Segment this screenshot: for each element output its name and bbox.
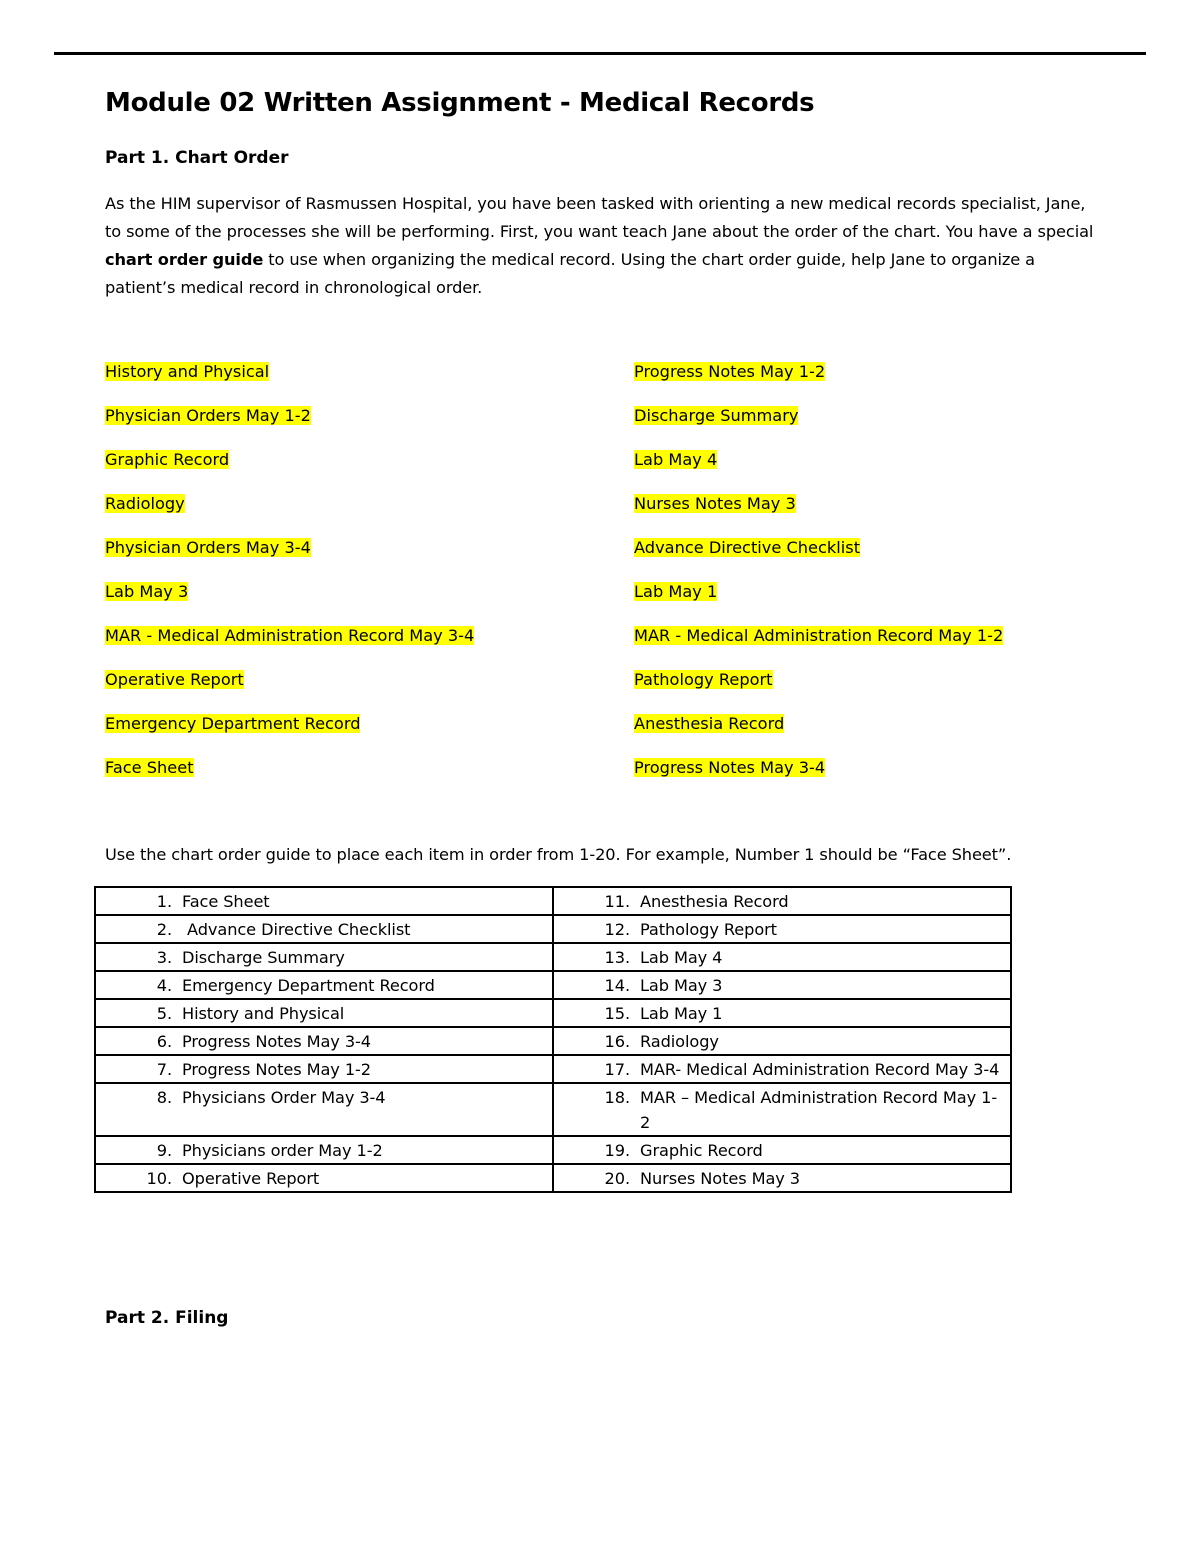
list-item bbox=[634, 448, 1003, 492]
table-cell bbox=[553, 943, 1011, 971]
list-item bbox=[105, 712, 474, 756]
order-number: 19. bbox=[604, 1141, 630, 1160]
order-entry bbox=[96, 889, 546, 914]
table-cell bbox=[95, 1055, 553, 1083]
highlighted-item-label: Pathology Report bbox=[634, 670, 773, 689]
order-item-text: Lab May 1 bbox=[640, 1004, 723, 1023]
order-item-text: Advance Directive Checklist bbox=[182, 920, 411, 939]
table-row bbox=[95, 1083, 1011, 1136]
table-cell bbox=[95, 887, 553, 915]
table-cell bbox=[95, 915, 553, 943]
highlighted-item-label: Physician Orders May 3-4 bbox=[105, 538, 311, 557]
table-cell bbox=[95, 971, 553, 999]
order-item-text: MAR- Medical Administration Record May 3-4 bbox=[640, 1060, 1000, 1079]
highlighted-item-label: Nurses Notes May 3 bbox=[634, 494, 796, 513]
list-item bbox=[105, 536, 474, 580]
order-number: 14. bbox=[604, 976, 630, 995]
order-number: 5. bbox=[156, 1004, 172, 1023]
order-entry bbox=[96, 945, 546, 970]
order-item-text: Nurses Notes May 3 bbox=[640, 1169, 801, 1188]
order-item-text: Graphic Record bbox=[640, 1141, 763, 1160]
list-item bbox=[634, 580, 1003, 624]
instruction-text: Use the chart order guide to place each item in order from 1-20. For example, Number 1 should be “Face Sheet”. bbox=[105, 845, 1012, 864]
order-entry bbox=[96, 973, 546, 998]
order-item-text: Progress Notes May 3-4 bbox=[182, 1032, 371, 1051]
order-entry bbox=[554, 973, 1004, 998]
order-item-text: Lab May 3 bbox=[640, 976, 723, 995]
order-item-text: Radiology bbox=[640, 1032, 719, 1051]
table-cell bbox=[553, 1164, 1011, 1192]
order-number: 8. bbox=[156, 1088, 172, 1107]
list-item bbox=[634, 624, 1003, 668]
list-item bbox=[634, 712, 1003, 756]
list-item bbox=[105, 756, 474, 800]
list-item bbox=[634, 536, 1003, 580]
order-entry bbox=[554, 1166, 1004, 1191]
left-item-list bbox=[105, 360, 474, 800]
order-number: 2. bbox=[156, 920, 172, 939]
order-number: 15. bbox=[604, 1004, 630, 1023]
order-number: 9. bbox=[156, 1141, 172, 1160]
order-item-text: Physicians Order May 3-4 bbox=[182, 1088, 386, 1107]
table-row bbox=[95, 1164, 1011, 1192]
top-rule bbox=[54, 52, 1146, 55]
list-item bbox=[105, 492, 474, 536]
table-row bbox=[95, 1136, 1011, 1164]
highlighted-item-label: Graphic Record bbox=[105, 450, 230, 469]
part2-heading: Part 2. Filing bbox=[105, 1308, 229, 1328]
right-item-list bbox=[634, 360, 1003, 800]
order-entry bbox=[96, 1029, 546, 1054]
order-item-text: Discharge Summary bbox=[182, 948, 345, 967]
table-cell bbox=[95, 1027, 553, 1055]
intro-text-start: As the HIM supervisor of Rasmussen Hospital, you have been tasked with orienting a new medical records specialist, Jane, to some of the processes she will be performing. First, you want teach Jane about the order of the chart. You have a special bbox=[105, 194, 1094, 241]
chart-order-table bbox=[94, 886, 1012, 1193]
highlighted-item-label: MAR - Medical Administration Record May 3-4 bbox=[105, 626, 475, 645]
list-item bbox=[105, 580, 474, 624]
list-item bbox=[634, 756, 1003, 800]
highlighted-item-label: Physician Orders May 1-2 bbox=[105, 406, 311, 425]
table-row bbox=[95, 999, 1011, 1027]
order-entry bbox=[96, 917, 546, 942]
table-cell bbox=[95, 1083, 553, 1136]
order-number: 13. bbox=[604, 948, 630, 967]
intro-text-end: to use when organizing the medical record. Using the chart order guide, help Jane to organize a patient’s medical record in chronological order. bbox=[105, 250, 1035, 297]
order-number: 11. bbox=[604, 892, 630, 911]
order-item-text: Progress Notes May 1-2 bbox=[182, 1060, 371, 1079]
table-cell bbox=[553, 971, 1011, 999]
order-number: 16. bbox=[604, 1032, 630, 1051]
table-cell bbox=[553, 1027, 1011, 1055]
order-entry bbox=[96, 1057, 546, 1082]
list-item bbox=[634, 404, 1003, 448]
highlighted-item-label: Operative Report bbox=[105, 670, 244, 689]
order-entry bbox=[96, 1085, 546, 1110]
highlighted-item-label: Face Sheet bbox=[105, 758, 194, 777]
list-item bbox=[105, 624, 474, 668]
table-cell bbox=[95, 999, 553, 1027]
table-row bbox=[95, 887, 1011, 915]
order-number: 12. bbox=[604, 920, 630, 939]
order-entry bbox=[554, 945, 1004, 970]
highlighted-item-label: Progress Notes May 1-2 bbox=[634, 362, 826, 381]
highlighted-item-label: Emergency Department Record bbox=[105, 714, 361, 733]
order-number: 3. bbox=[156, 948, 172, 967]
order-number: 17. bbox=[604, 1060, 630, 1079]
intro-paragraph bbox=[105, 190, 1105, 302]
table-cell bbox=[553, 999, 1011, 1027]
table-cell bbox=[553, 1136, 1011, 1164]
highlighted-item-label: Discharge Summary bbox=[634, 406, 799, 425]
order-item-text: Anesthesia Record bbox=[640, 892, 789, 911]
order-item-text: Face Sheet bbox=[182, 892, 270, 911]
document-title: Module 02 Written Assignment - Medical Records bbox=[105, 88, 815, 118]
highlighted-item-label: Progress Notes May 3-4 bbox=[634, 758, 826, 777]
highlighted-item-label: Lab May 4 bbox=[634, 450, 718, 469]
table-row bbox=[95, 915, 1011, 943]
highlighted-item-label: Lab May 1 bbox=[634, 582, 718, 601]
intro-bold-term: chart order guide bbox=[105, 250, 264, 269]
table-cell bbox=[553, 1083, 1011, 1136]
order-item-text: Pathology Report bbox=[640, 920, 777, 939]
order-entry bbox=[554, 1001, 1004, 1026]
list-item bbox=[634, 668, 1003, 712]
order-entry bbox=[96, 1138, 546, 1163]
order-number: 1. bbox=[156, 892, 172, 911]
highlighted-item-label: Anesthesia Record bbox=[634, 714, 785, 733]
table-row bbox=[95, 1055, 1011, 1083]
highlighted-item-label: Lab May 3 bbox=[105, 582, 189, 601]
table-cell bbox=[553, 887, 1011, 915]
order-entry bbox=[554, 917, 1004, 942]
list-item bbox=[105, 448, 474, 492]
order-entry bbox=[554, 1138, 1004, 1163]
order-entry bbox=[554, 1029, 1004, 1054]
order-entry bbox=[554, 889, 1004, 914]
order-number: 4. bbox=[156, 976, 172, 995]
highlighted-item-label: MAR - Medical Administration Record May 1-2 bbox=[634, 626, 1004, 645]
order-item-text: Lab May 4 bbox=[640, 948, 723, 967]
order-number: 6. bbox=[156, 1032, 172, 1051]
list-item bbox=[105, 360, 474, 404]
table-row bbox=[95, 1027, 1011, 1055]
table-row bbox=[95, 971, 1011, 999]
order-item-text: History and Physical bbox=[182, 1004, 345, 1023]
table-cell bbox=[95, 1136, 553, 1164]
highlighted-item-label: History and Physical bbox=[105, 362, 270, 381]
part1-heading: Part 1. Chart Order bbox=[105, 148, 289, 168]
order-entry bbox=[554, 1085, 1004, 1135]
order-entry bbox=[554, 1057, 1004, 1082]
table-cell bbox=[553, 915, 1011, 943]
order-number: 18. bbox=[604, 1088, 630, 1107]
table-cell bbox=[95, 1164, 553, 1192]
order-number: 7. bbox=[156, 1060, 172, 1079]
table-cell bbox=[95, 943, 553, 971]
order-item-text: Operative Report bbox=[182, 1169, 320, 1188]
table-cell bbox=[553, 1055, 1011, 1083]
order-number: 20. bbox=[604, 1169, 630, 1188]
order-entry bbox=[96, 1166, 546, 1191]
list-item bbox=[105, 404, 474, 448]
order-number: 10. bbox=[146, 1169, 172, 1188]
order-item-text: Physicians order May 1-2 bbox=[182, 1141, 383, 1160]
order-entry bbox=[96, 1001, 546, 1026]
highlighted-item-label: Radiology bbox=[105, 494, 185, 513]
table-row bbox=[95, 943, 1011, 971]
order-item-text: MAR – Medical Administration Record May 1-2 bbox=[640, 1088, 998, 1132]
order-item-text: Emergency Department Record bbox=[182, 976, 435, 995]
list-item bbox=[634, 492, 1003, 536]
list-item bbox=[634, 360, 1003, 404]
highlighted-item-label: Advance Directive Checklist bbox=[634, 538, 861, 557]
list-item bbox=[105, 668, 474, 712]
